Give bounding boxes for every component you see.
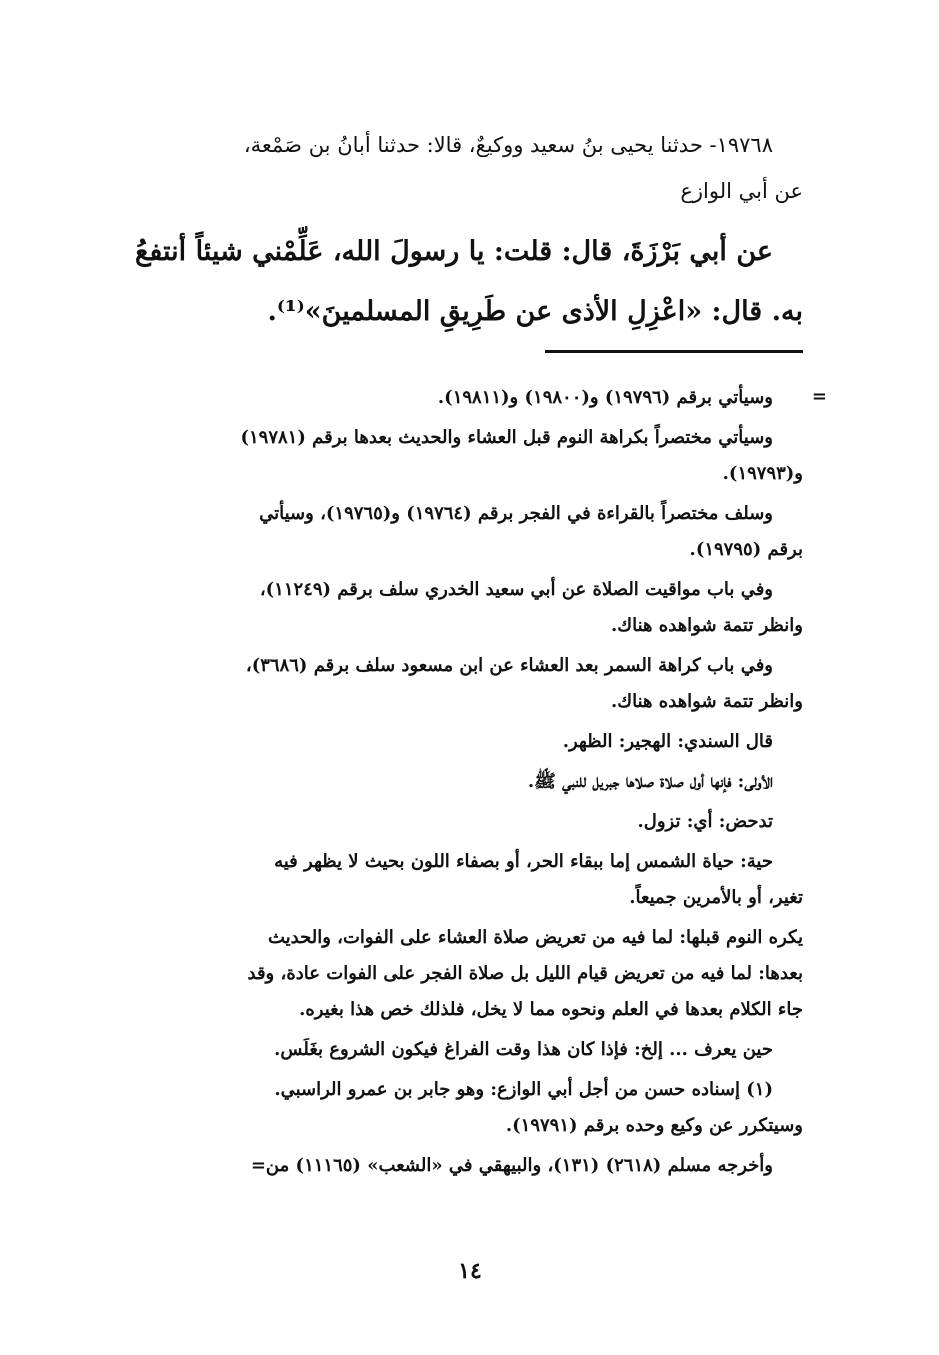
footnote-line: وسيتكرر عن وكيع وحده برقم (١٩٧٩١).	[505, 1115, 803, 1136]
footnote-line: حية: حياة الشمس إما ببقاء الحر، أو بصفاء اللون بحيث لا يظهر فيه	[274, 851, 773, 872]
hadith-matn	[103, 222, 803, 342]
footnote-paragraph	[103, 764, 803, 800]
footnote-paragraph	[103, 844, 803, 916]
footnote-line: قال السندي: الهجير: الظهر.	[562, 731, 773, 752]
footnote-line: الأولى: فإنها أول صلاة صلاها جبريل للنبي ﷺ.	[527, 771, 773, 792]
footnote-line: وسيأتي مختصراً بكراهة النوم قبل العشاء والحديث بعدها برقم (١٩٧٨١)	[240, 427, 773, 448]
footnote-line: وأخرجه مسلم (٢٦١٨) (١٣١)، والبيهقي في «الشعب» (١١١٦٥) من=	[250, 1155, 773, 1176]
footnote-line: وانظر تتمة شواهده هناك.	[611, 615, 803, 636]
footnote-line: تغير، أو بالأمرين جميعاً.	[629, 887, 803, 908]
footnote-line: بعدها: لما فيه من تعريض قيام الليل بل صلاة الفجر على الفوات عادة، وقد	[247, 963, 803, 984]
footnote-line: وانظر تتمة شواهده هناك.	[611, 691, 803, 712]
continuation-mark: =	[811, 386, 827, 407]
footnotes	[103, 380, 803, 1188]
footnote-line: حين يعرف ... إلخ: فإذا كان هذا وقت الفراغ فيكون الشروع بغَلَس.	[274, 1039, 773, 1060]
footnote-line: يكره النوم قبلها: لما فيه من تعريض صلاة العشاء على الفوات، والحديث	[267, 927, 803, 948]
footnote-line: تدحض: أي: تزول.	[637, 811, 773, 832]
footnote-paragraph	[103, 648, 803, 720]
footnote-paragraph	[103, 1148, 803, 1184]
hadith-matn-line: به. قال: «اعْزِلِ الأذى عن طَرِيقِ المسلمينَ»⁽¹⁾.	[267, 296, 803, 327]
hadith-isnad-line: عن أبي الوازع	[680, 179, 803, 203]
footnote-paragraph	[103, 724, 803, 760]
footnote-line: جاء الكلام بعدها في العلم ونحوه مما لا يخل، فلذلك خص هذا بغيره.	[299, 999, 803, 1020]
footnote-paragraph	[103, 380, 803, 416]
footnote-paragraph	[103, 920, 803, 1028]
footnote-paragraph	[103, 1072, 803, 1144]
footnote-paragraph	[103, 572, 803, 644]
hadith-number-line: ١٩٧٦٨- حدثنا يحيى بنُ سعيد ووكيعٌ، قالا: حدثنا أبانُ بن صَمْعة،	[243, 133, 773, 157]
footnote-line: و(١٩٧٩٣).	[722, 463, 803, 484]
footnote-line: وفي باب كراهة السمر بعد العشاء عن ابن مسعود سلف برقم (٣٦٨٦)،	[245, 655, 773, 676]
footnote-separator	[545, 350, 803, 353]
footnote-paragraph	[103, 496, 803, 568]
page-number: ١٤	[458, 1258, 482, 1284]
footnote-line: وفي باب مواقيت الصلاة عن أبي سعيد الخدري سلف برقم (١١٢٤٩)،	[259, 579, 773, 600]
hadith-isnad	[103, 122, 803, 214]
footnote-line: وسيأتي برقم (١٩٧٩٦) و(١٩٨٠٠) و(١٩٨١١).	[437, 387, 773, 408]
footnote-paragraph	[103, 804, 803, 840]
footnote-paragraph	[103, 1032, 803, 1068]
footnote-line: (١) إسناده حسن من أجل أبي الوازع: وهو جابر بن عمرو الراسبي.	[274, 1079, 773, 1100]
hadith-matn-line: عن أبي بَرْزَةَ، قال: قلت: يا رسولَ الله، عَلِّمْني شيئاً أنتفعُ	[134, 236, 773, 267]
footnote-paragraph	[103, 420, 803, 492]
footnote-line: برقم (١٩٧٩٥).	[689, 539, 803, 560]
footnote-line: وسلف مختصراً بالقراءة في الفجر برقم (١٩٧٦٤) و(١٩٧٦٥)، وسيأتي	[259, 503, 773, 524]
